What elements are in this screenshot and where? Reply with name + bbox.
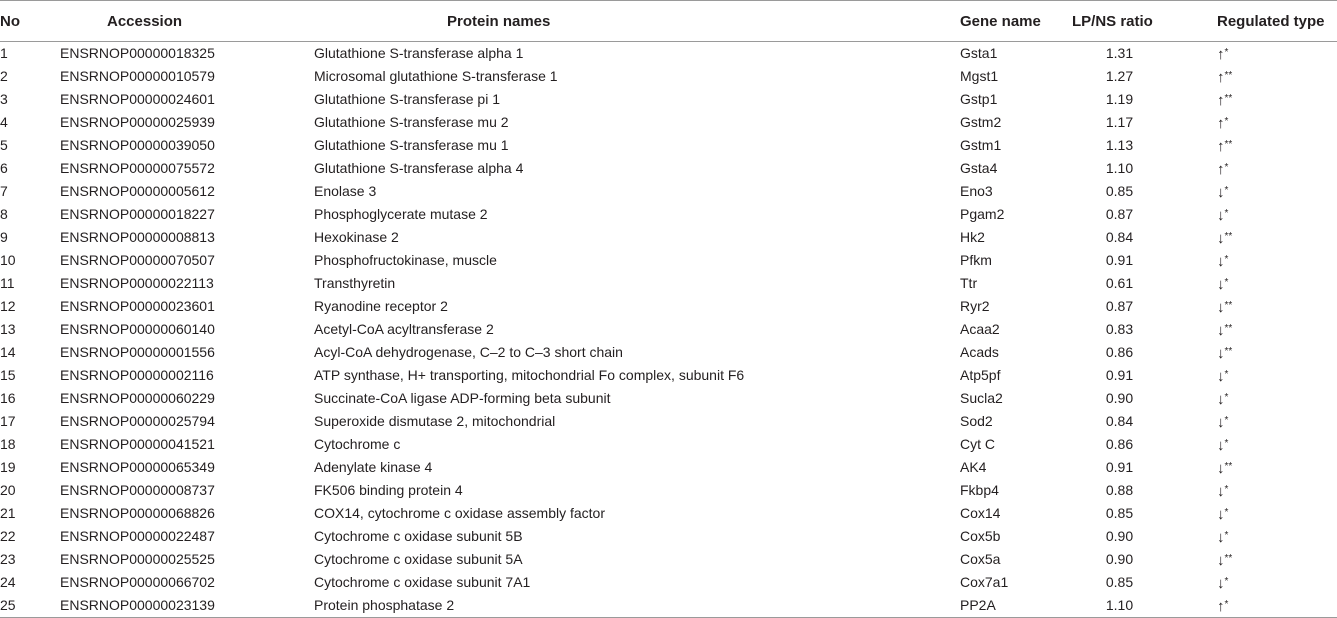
table-row bbox=[0, 594, 1337, 618]
table-row bbox=[0, 111, 1337, 134]
cell-protein-name: Cytochrome c bbox=[314, 436, 401, 452]
cell-protein-name: Superoxide dismutase 2, mitochondrial bbox=[314, 413, 556, 429]
cell-gene-name: Cox5a bbox=[960, 551, 1001, 567]
cell-protein-name: ATP synthase, H+ transporting, mitochondrial Fo complex, subunit F6 bbox=[314, 367, 745, 383]
table-row bbox=[0, 387, 1337, 410]
table-row bbox=[0, 249, 1337, 272]
cell-regulated-type bbox=[1217, 226, 1337, 249]
table-row bbox=[0, 203, 1337, 226]
cell-ratio: 1.10 bbox=[1105, 160, 1134, 176]
significance-marker: ** bbox=[1224, 93, 1233, 104]
significance-marker: * bbox=[1224, 162, 1229, 173]
down-arrow-icon: ↓ bbox=[1217, 322, 1225, 339]
cell-gene-name: Ryr2 bbox=[960, 298, 990, 314]
cell-accession: ENSRNOP00000041521 bbox=[60, 436, 215, 452]
significance-marker: * bbox=[1224, 484, 1229, 495]
cell-regulated-type bbox=[1217, 364, 1337, 387]
down-arrow-icon: ↓ bbox=[1217, 391, 1225, 408]
cell-protein-name: COX14, cytochrome c oxidase assembly factor bbox=[314, 505, 606, 521]
down-arrow-icon: ↓ bbox=[1217, 345, 1225, 362]
header-no: No bbox=[0, 1, 60, 42]
down-arrow-icon: ↓ bbox=[1217, 460, 1225, 477]
cell-regulated-type bbox=[1217, 180, 1337, 203]
significance-marker: ** bbox=[1224, 231, 1233, 242]
significance-marker: * bbox=[1224, 576, 1229, 587]
cell-ratio: 0.87 bbox=[1105, 298, 1134, 314]
cell-regulated-type bbox=[1217, 88, 1337, 111]
cell-protein-name: Phosphoglycerate mutase 2 bbox=[314, 206, 488, 222]
significance-marker: ** bbox=[1224, 300, 1233, 311]
cell-ratio: 0.85 bbox=[1105, 505, 1134, 521]
up-arrow-icon: ↑ bbox=[1217, 69, 1225, 86]
table-row bbox=[0, 571, 1337, 594]
cell-no: 5 bbox=[0, 137, 8, 153]
cell-no: 2 bbox=[0, 68, 8, 84]
cell-ratio: 0.86 bbox=[1105, 436, 1134, 452]
down-arrow-icon: ↓ bbox=[1217, 414, 1225, 431]
cell-protein-name: Glutathione S-transferase alpha 4 bbox=[314, 160, 524, 176]
cell-accession: ENSRNOP00000022487 bbox=[60, 528, 215, 544]
cell-no: 18 bbox=[0, 436, 16, 452]
cell-accession: ENSRNOP00000024601 bbox=[60, 91, 215, 107]
cell-protein-name: Transthyretin bbox=[314, 275, 396, 291]
cell-gene-name: Eno3 bbox=[960, 183, 993, 199]
significance-marker: * bbox=[1224, 438, 1229, 449]
header-protein-names: Protein names bbox=[314, 1, 960, 42]
cell-ratio: 0.88 bbox=[1105, 482, 1134, 498]
cell-gene-name: Acads bbox=[960, 344, 999, 360]
cell-accession: ENSRNOP00000070507 bbox=[60, 252, 215, 268]
cell-ratio: 0.90 bbox=[1105, 390, 1134, 406]
cell-no: 15 bbox=[0, 367, 16, 383]
table-row bbox=[0, 364, 1337, 387]
cell-gene-name: Gstp1 bbox=[960, 91, 998, 107]
significance-marker: ** bbox=[1224, 139, 1233, 150]
cell-accession: ENSRNOP00000018325 bbox=[60, 45, 215, 61]
up-arrow-icon: ↑ bbox=[1217, 46, 1225, 63]
significance-marker: * bbox=[1224, 254, 1229, 265]
down-arrow-icon: ↓ bbox=[1217, 276, 1225, 293]
cell-ratio: 0.86 bbox=[1105, 344, 1134, 360]
cell-ratio: 0.91 bbox=[1105, 252, 1134, 268]
header-gene-name: Gene name bbox=[960, 1, 1060, 42]
cell-no: 19 bbox=[0, 459, 16, 475]
cell-accession: ENSRNOP00000022113 bbox=[60, 275, 214, 291]
cell-accession: ENSRNOP00000060229 bbox=[60, 390, 215, 406]
down-arrow-icon: ↓ bbox=[1217, 207, 1225, 224]
down-arrow-icon: ↓ bbox=[1217, 437, 1225, 454]
cell-no: 23 bbox=[0, 551, 16, 567]
down-arrow-icon: ↓ bbox=[1217, 184, 1225, 201]
cell-protein-name: Cytochrome c oxidase subunit 5A bbox=[314, 551, 523, 567]
down-arrow-icon: ↓ bbox=[1217, 368, 1225, 385]
cell-accession: ENSRNOP00000008737 bbox=[60, 482, 215, 498]
cell-gene-name: Cox14 bbox=[960, 505, 1001, 521]
cell-regulated-type bbox=[1217, 502, 1337, 525]
cell-ratio: 0.90 bbox=[1105, 528, 1134, 544]
up-arrow-icon: ↑ bbox=[1217, 115, 1225, 132]
cell-ratio: 1.27 bbox=[1105, 68, 1134, 84]
cell-protein-name: Succinate-CoA ligase ADP-forming beta subunit bbox=[314, 390, 611, 406]
cell-no: 9 bbox=[0, 229, 8, 245]
cell-ratio: 1.31 bbox=[1105, 45, 1134, 61]
cell-protein-name: Adenylate kinase 4 bbox=[314, 459, 433, 475]
cell-accession: ENSRNOP00000001556 bbox=[60, 344, 215, 360]
cell-regulated-type bbox=[1217, 65, 1337, 88]
table-row bbox=[0, 433, 1337, 456]
table-row bbox=[0, 410, 1337, 433]
cell-no: 11 bbox=[0, 275, 15, 291]
cell-gene-name: Acaa2 bbox=[960, 321, 1000, 337]
cell-gene-name: Gsta4 bbox=[960, 160, 998, 176]
down-arrow-icon: ↓ bbox=[1217, 253, 1225, 270]
up-arrow-icon: ↑ bbox=[1217, 598, 1225, 615]
cell-protein-name: Enolase 3 bbox=[314, 183, 377, 199]
cell-protein-name: Acyl-CoA dehydrogenase, C–2 to C–3 short chain bbox=[314, 344, 623, 360]
significance-marker: * bbox=[1224, 277, 1229, 288]
table-row bbox=[0, 134, 1337, 157]
cell-protein-name: Protein phosphatase 2 bbox=[314, 594, 960, 618]
significance-marker: ** bbox=[1224, 553, 1233, 564]
down-arrow-icon: ↓ bbox=[1217, 575, 1225, 592]
table-row bbox=[0, 88, 1337, 111]
cell-no: 10 bbox=[0, 252, 16, 268]
cell-protein-name: Glutathione S-transferase mu 2 bbox=[314, 114, 509, 130]
cell-protein-name: Hexokinase 2 bbox=[314, 229, 399, 245]
cell-accession: ENSRNOP00000023601 bbox=[60, 298, 215, 314]
significance-marker: * bbox=[1224, 415, 1229, 426]
cell-no: 25 bbox=[0, 594, 60, 618]
cell-protein-name: Glutathione S-transferase mu 1 bbox=[314, 137, 509, 153]
cell-protein-name: Microsomal glutathione S-transferase 1 bbox=[314, 68, 558, 84]
cell-regulated-type bbox=[1217, 295, 1337, 318]
header-row bbox=[0, 1, 1337, 42]
down-arrow-icon: ↓ bbox=[1217, 552, 1225, 569]
cell-regulated-type bbox=[1217, 525, 1337, 548]
cell-regulated-type bbox=[1217, 134, 1337, 157]
cell-ratio: 0.91 bbox=[1105, 459, 1134, 475]
cell-ratio: 0.83 bbox=[1105, 321, 1134, 337]
cell-protein-name: FK506 binding protein 4 bbox=[314, 482, 463, 498]
significance-marker: * bbox=[1224, 507, 1229, 518]
cell-regulated-type bbox=[1217, 203, 1337, 226]
cell-regulated-type bbox=[1217, 479, 1337, 502]
table-row bbox=[0, 548, 1337, 571]
significance-marker: * bbox=[1224, 392, 1229, 403]
cell-gene-name: Atp5pf bbox=[960, 367, 1001, 383]
cell-protein-name: Phosphofructokinase, muscle bbox=[314, 252, 497, 268]
cell-ratio: 1.10 bbox=[1060, 594, 1217, 618]
cell-accession: ENSRNOP00000068826 bbox=[60, 505, 215, 521]
header-ratio: LP/NS ratio bbox=[1060, 1, 1217, 42]
cell-gene-name: Cox5b bbox=[960, 528, 1001, 544]
cell-no: 7 bbox=[0, 183, 8, 199]
up-arrow-icon: ↑ bbox=[1217, 92, 1225, 109]
significance-marker: ** bbox=[1224, 323, 1233, 334]
down-arrow-icon: ↓ bbox=[1217, 506, 1225, 523]
cell-gene-name: Cox7a1 bbox=[960, 574, 1009, 590]
significance-marker: * bbox=[1224, 599, 1229, 610]
cell-regulated-type bbox=[1217, 341, 1337, 364]
table-row bbox=[0, 456, 1337, 479]
cell-protein-name: Ryanodine receptor 2 bbox=[314, 298, 448, 314]
cell-ratio: 0.90 bbox=[1105, 551, 1134, 567]
cell-no: 8 bbox=[0, 206, 8, 222]
cell-protein-name: Acetyl-CoA acyltransferase 2 bbox=[314, 321, 494, 337]
cell-gene-name: Pgam2 bbox=[960, 206, 1005, 222]
table-row bbox=[0, 65, 1337, 88]
cell-no: 24 bbox=[0, 574, 16, 590]
cell-ratio: 0.84 bbox=[1105, 413, 1134, 429]
cell-protein-name: Cytochrome c oxidase subunit 7A1 bbox=[314, 574, 531, 590]
significance-marker: * bbox=[1224, 208, 1229, 219]
cell-no: 13 bbox=[0, 321, 16, 337]
table-row bbox=[0, 272, 1337, 295]
cell-regulated-type bbox=[1217, 548, 1337, 571]
cell-regulated-type bbox=[1217, 249, 1337, 272]
cell-accession: ENSRNOP00000060140 bbox=[60, 321, 215, 337]
cell-regulated-type bbox=[1217, 387, 1337, 410]
table-row bbox=[0, 295, 1337, 318]
cell-protein-name: Glutathione S-transferase pi 1 bbox=[314, 91, 500, 107]
header-accession: Accession bbox=[60, 1, 314, 42]
cell-gene-name: Mgst1 bbox=[960, 68, 999, 84]
cell-no: 20 bbox=[0, 482, 16, 498]
table-row bbox=[0, 502, 1337, 525]
significance-marker: * bbox=[1224, 116, 1229, 127]
cell-no: 4 bbox=[0, 114, 8, 130]
cell-no: 1 bbox=[0, 45, 8, 61]
cell-regulated-type bbox=[1217, 456, 1337, 479]
significance-marker: ** bbox=[1224, 346, 1233, 357]
cell-protein-name: Cytochrome c oxidase subunit 5B bbox=[314, 528, 523, 544]
cell-no: 17 bbox=[0, 413, 16, 429]
table-row bbox=[0, 525, 1337, 548]
table-row bbox=[0, 318, 1337, 341]
cell-ratio: 0.87 bbox=[1105, 206, 1134, 222]
cell-no: 6 bbox=[0, 160, 8, 176]
cell-accession: ENSRNOP00000010579 bbox=[60, 68, 215, 84]
cell-gene-name: Gstm2 bbox=[960, 114, 1002, 130]
cell-no: 12 bbox=[0, 298, 16, 314]
cell-accession: ENSRNOP00000008813 bbox=[60, 229, 215, 245]
cell-no: 3 bbox=[0, 91, 8, 107]
up-arrow-icon: ↑ bbox=[1217, 161, 1225, 178]
cell-gene-name: PP2A bbox=[960, 594, 1060, 618]
cell-regulated-type bbox=[1217, 111, 1337, 134]
cell-accession: ENSRNOP00000066702 bbox=[60, 574, 215, 590]
down-arrow-icon: ↓ bbox=[1217, 230, 1225, 247]
cell-gene-name: Gsta1 bbox=[960, 45, 998, 61]
cell-gene-name: Fkbp4 bbox=[960, 482, 999, 498]
cell-regulated-type bbox=[1217, 157, 1337, 180]
cell-regulated-type bbox=[1217, 433, 1337, 456]
cell-no: 16 bbox=[0, 390, 16, 406]
cell-gene-name: AK4 bbox=[960, 459, 987, 475]
cell-accession: ENSRNOP00000039050 bbox=[60, 137, 215, 153]
significance-marker: ** bbox=[1224, 461, 1233, 472]
cell-gene-name: Pfkm bbox=[960, 252, 992, 268]
cell-accession: ENSRNOP00000018227 bbox=[60, 206, 215, 222]
cell-gene-name: Sod2 bbox=[960, 413, 993, 429]
significance-marker: * bbox=[1224, 185, 1229, 196]
cell-no: 22 bbox=[0, 528, 16, 544]
cell-ratio: 0.85 bbox=[1105, 574, 1134, 590]
significance-marker: ** bbox=[1224, 70, 1233, 81]
significance-marker: * bbox=[1224, 530, 1229, 541]
significance-marker: * bbox=[1224, 369, 1229, 380]
cell-regulated-type bbox=[1217, 410, 1337, 433]
up-arrow-icon: ↑ bbox=[1217, 138, 1225, 155]
cell-regulated-type bbox=[1217, 272, 1337, 295]
down-arrow-icon: ↓ bbox=[1217, 299, 1225, 316]
significance-marker: * bbox=[1224, 47, 1229, 58]
cell-accession: ENSRNOP00000023139 bbox=[60, 594, 314, 618]
header-regulated-type: Regulated type bbox=[1217, 1, 1337, 42]
table-row bbox=[0, 479, 1337, 502]
table-row bbox=[0, 157, 1337, 180]
cell-accession: ENSRNOP00000025794 bbox=[60, 413, 215, 429]
table-row bbox=[0, 341, 1337, 364]
cell-protein-name: Glutathione S-transferase alpha 1 bbox=[314, 45, 524, 61]
cell-gene-name: Gstm1 bbox=[960, 137, 1002, 153]
table-body bbox=[0, 42, 1337, 618]
table-row bbox=[0, 180, 1337, 203]
cell-ratio: 0.84 bbox=[1105, 229, 1134, 245]
cell-ratio: 0.61 bbox=[1105, 275, 1134, 291]
cell-accession: ENSRNOP00000002116 bbox=[60, 367, 214, 383]
cell-ratio: 0.85 bbox=[1105, 183, 1134, 199]
down-arrow-icon: ↓ bbox=[1217, 529, 1225, 546]
cell-accession: ENSRNOP00000005612 bbox=[60, 183, 215, 199]
cell-gene-name: Sucla2 bbox=[960, 390, 1003, 406]
cell-ratio: 1.13 bbox=[1105, 137, 1134, 153]
cell-no: 14 bbox=[0, 344, 16, 360]
cell-ratio: 1.19 bbox=[1105, 91, 1134, 107]
cell-gene-name: Hk2 bbox=[960, 229, 985, 245]
table-row bbox=[0, 42, 1337, 66]
down-arrow-icon: ↓ bbox=[1217, 483, 1225, 500]
cell-ratio: 0.91 bbox=[1105, 367, 1134, 383]
cell-regulated-type bbox=[1217, 571, 1337, 594]
cell-regulated-type bbox=[1217, 42, 1337, 66]
cell-no: 21 bbox=[0, 505, 16, 521]
cell-regulated-type bbox=[1217, 594, 1337, 618]
cell-accession: ENSRNOP00000025525 bbox=[60, 551, 215, 567]
cell-accession: ENSRNOP00000025939 bbox=[60, 114, 215, 130]
cell-accession: ENSRNOP00000065349 bbox=[60, 459, 215, 475]
cell-regulated-type bbox=[1217, 318, 1337, 341]
cell-accession: ENSRNOP00000075572 bbox=[60, 160, 215, 176]
cell-gene-name: Ttr bbox=[960, 275, 978, 291]
table-row bbox=[0, 226, 1337, 249]
cell-gene-name: Cyt C bbox=[960, 436, 995, 452]
cell-ratio: 1.17 bbox=[1105, 114, 1134, 130]
table-header bbox=[0, 1, 1337, 42]
